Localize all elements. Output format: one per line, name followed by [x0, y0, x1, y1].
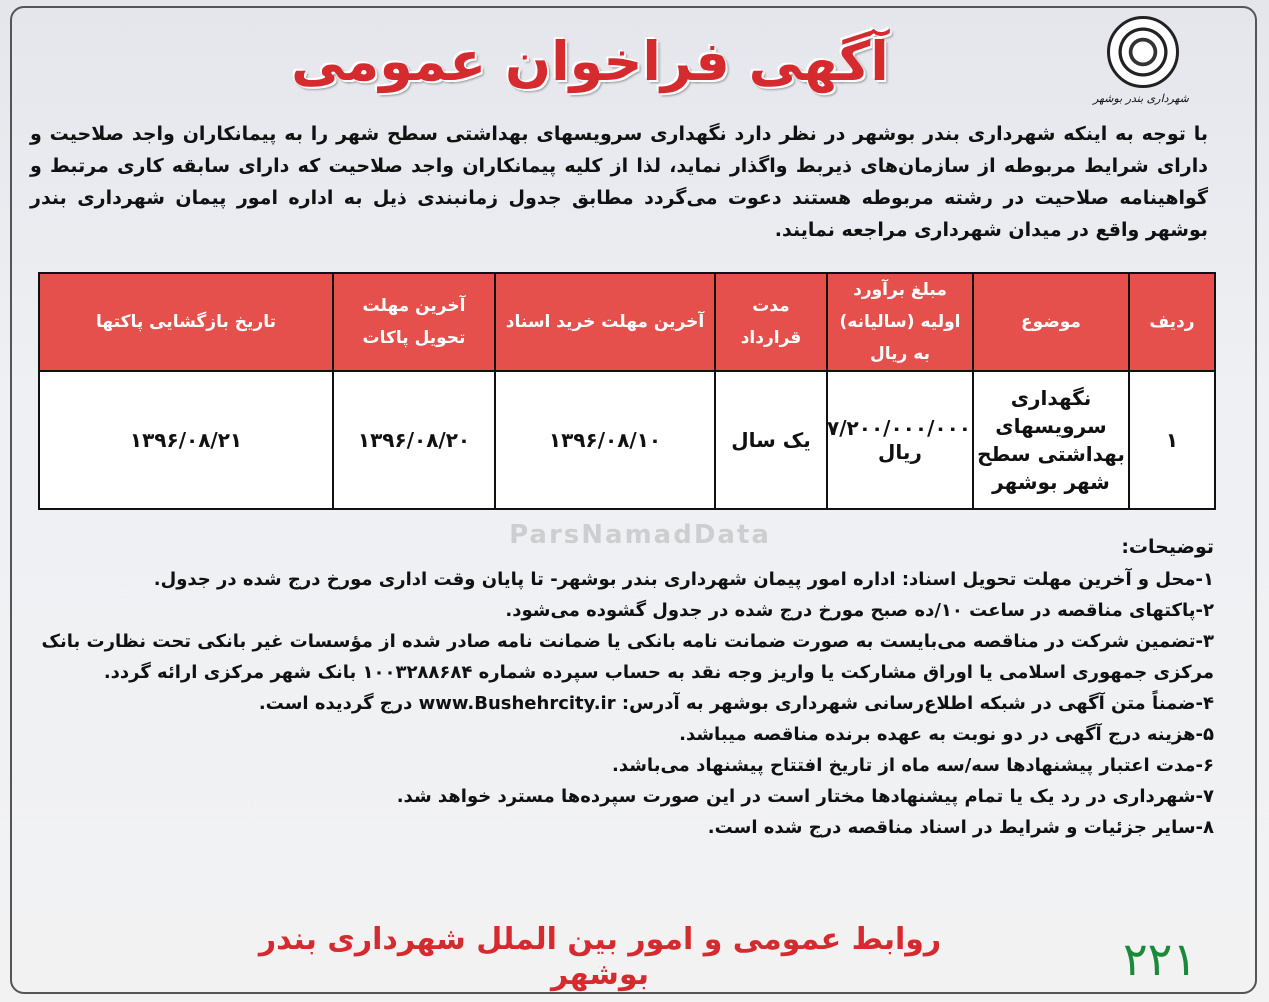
header-opening-date: تاریخ بازگشایی پاکتها	[39, 273, 333, 371]
handwritten-page-number: ۲۲۱	[1122, 932, 1198, 986]
header-row-number: ردیف	[1129, 273, 1215, 371]
intro-paragraph: با توجه به اینکه شهرداری بندر بوشهر در نظر دارد نگهداری سرویسهای بهداشتی سطح شهر را به پیمانکاران واجد صلاحیت و دارای شرایط مربوطه از سازمان‌های ذیربط واگذار نماید، لذا از کلیه پیمانکاران واجد صلاحیت که دارای سابقه کاری مرتبط و گواهینامه صلاحیت در رشته مربوطه هستند دعوت می‌گردد مطابق جدول زمانبندی ذیل به اداره امور پیمان شهرداری بندر بوشهر واقع در میدان شهرداری مراجعه نمایند.	[30, 123, 1208, 241]
note-item: ۸-سایر جزئیات و شرایط در اسناد مناقصه درج شده است.	[707, 817, 1214, 838]
table-header-row	[39, 273, 1215, 371]
note-item: ۲-پاکتهای مناقصه در ساعت ۱۰/ده صبح مورخ درج شده در جدول گشوده می‌شود.	[505, 600, 1214, 621]
notes-section	[24, 532, 1214, 843]
cell-duration: یک سال	[715, 371, 827, 509]
cell-row-number: ۱	[1129, 371, 1215, 509]
note-item: ۷-شهرداری در رد یک یا تمام پیشنهادها مختار است در این صورت سپرده‌ها مسترد خواهد شد.	[396, 786, 1214, 807]
header-estimate: مبلغ برآورد اولیه (سالیانه) به ریال	[827, 273, 973, 371]
note-item: ۱-محل و آخرین مهلت تحویل اسناد: اداره امور پیمان شهرداری بندر بوشهر- تا پایان وقت اداری مورخ درج شده در جدول.	[153, 569, 1214, 590]
header-delivery-deadline: آخرین مهلت تحویل پاکات	[333, 273, 495, 371]
municipality-logo-icon	[1107, 16, 1179, 88]
header-duration: مدت قرارداد	[715, 273, 827, 371]
watermark: ParsNamadData	[509, 520, 771, 550]
tender-table	[38, 272, 1216, 510]
cell-estimate: ۷/۲۰۰/۰۰۰/۰۰۰ ریال	[827, 371, 973, 509]
table-row	[39, 371, 1215, 509]
cell-opening-date: ۱۳۹۶/۰۸/۲۱	[39, 371, 333, 509]
logo-caption: شهرداری بندر بوشهر	[1093, 92, 1189, 105]
footer-signature: روابط عمومی و امور بین الملل شهرداری بندر بوشهر	[258, 922, 942, 992]
note-item: ۵-هزینه درج آگهی در دو نوبت به عهده برنده مناقصه میباشد.	[679, 724, 1214, 745]
header-purchase-deadline: آخرین مهلت خرید اسناد	[495, 273, 715, 371]
note-item: ۳-تضمین شرکت در مناقصه می‌بایست به صورت ضمانت نامه بانکی یا ضمانت نامه صادر شده از مؤسسات غیر بانکی تحت نظارت بانک مرکزی جمهوری اسلامی یا اوراق مشارکت یا واریز وجه نقد به حساب سپرده شماره ۱۰۰۳۲۸۸۶۸۴ بانک شهر مرکزی ارائه گردد.	[41, 631, 1214, 683]
cell-delivery-deadline: ۱۳۹۶/۰۸/۲۰	[333, 371, 495, 509]
cell-subject: نگهداری سرویسهای بهداشتی سطح شهر بوشهر	[973, 371, 1129, 509]
cell-purchase-deadline: ۱۳۹۶/۰۸/۱۰	[495, 371, 715, 509]
header-subject: موضوع	[973, 273, 1129, 371]
notes-title: توضیحات:	[1121, 536, 1214, 558]
note-item: ۶-مدت اعتبار پیشنهادها سه/سه ماه از تاریخ افتتاح پیشنهاد می‌باشد.	[612, 755, 1214, 776]
page-title: آگهی فراخوان عمومی	[291, 30, 889, 93]
note-item: ۴-ضمناً متن آگهی در شبکه اطلاع‌رسانی شهرداری بوشهر به آدرس: www.Bushehrcity.ir درج گردیده است.	[258, 693, 1214, 714]
